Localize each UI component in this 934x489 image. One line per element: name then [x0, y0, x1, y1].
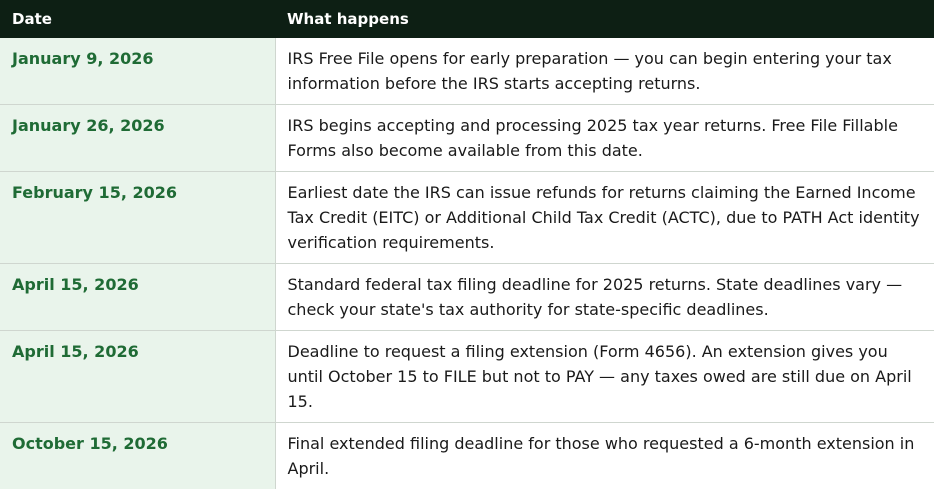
table-row — [0, 331, 934, 423]
header-row — [0, 0, 934, 38]
table-row — [0, 264, 934, 331]
column-header-what-happens: What happens — [275, 0, 934, 38]
date-cell: February 15, 2026 — [0, 172, 275, 264]
table-row — [0, 105, 934, 172]
table-row — [0, 38, 934, 105]
date-cell: January 9, 2026 — [0, 38, 275, 105]
date-cell: October 15, 2026 — [0, 423, 275, 489]
description-cell: Earliest date the IRS can issue refunds for returns claiming the Earned Income Tax Credit (EITC) or Additional Child Tax Credit (ACTC), due to PATH Act identity verification requirements. — [275, 172, 934, 264]
description-cell: Deadline to request a filing extension (Form 4656). An extension gives you until October 15 to FILE but not to PAY — any taxes owed are still due on April 15. — [275, 331, 934, 423]
description-cell: Final extended filing deadline for those who requested a 6-month extension in April. — [275, 423, 934, 489]
table-row — [0, 172, 934, 264]
column-header-date: Date — [0, 0, 275, 38]
table-header — [0, 0, 934, 38]
table-row — [0, 423, 934, 489]
date-cell: January 26, 2026 — [0, 105, 275, 172]
date-cell: April 15, 2026 — [0, 264, 275, 331]
description-cell: IRS begins accepting and processing 2025 tax year returns. Free File Fillable Forms also become available from this date. — [275, 105, 934, 172]
table-body — [0, 38, 934, 489]
description-cell: Standard federal tax filing deadline for 2025 returns. State deadlines vary — check your state's tax authority for state-specific deadlines. — [275, 264, 934, 331]
date-cell: April 15, 2026 — [0, 331, 275, 423]
description-cell: IRS Free File opens for early preparation — you can begin entering your tax information before the IRS starts accepting returns. — [275, 38, 934, 105]
